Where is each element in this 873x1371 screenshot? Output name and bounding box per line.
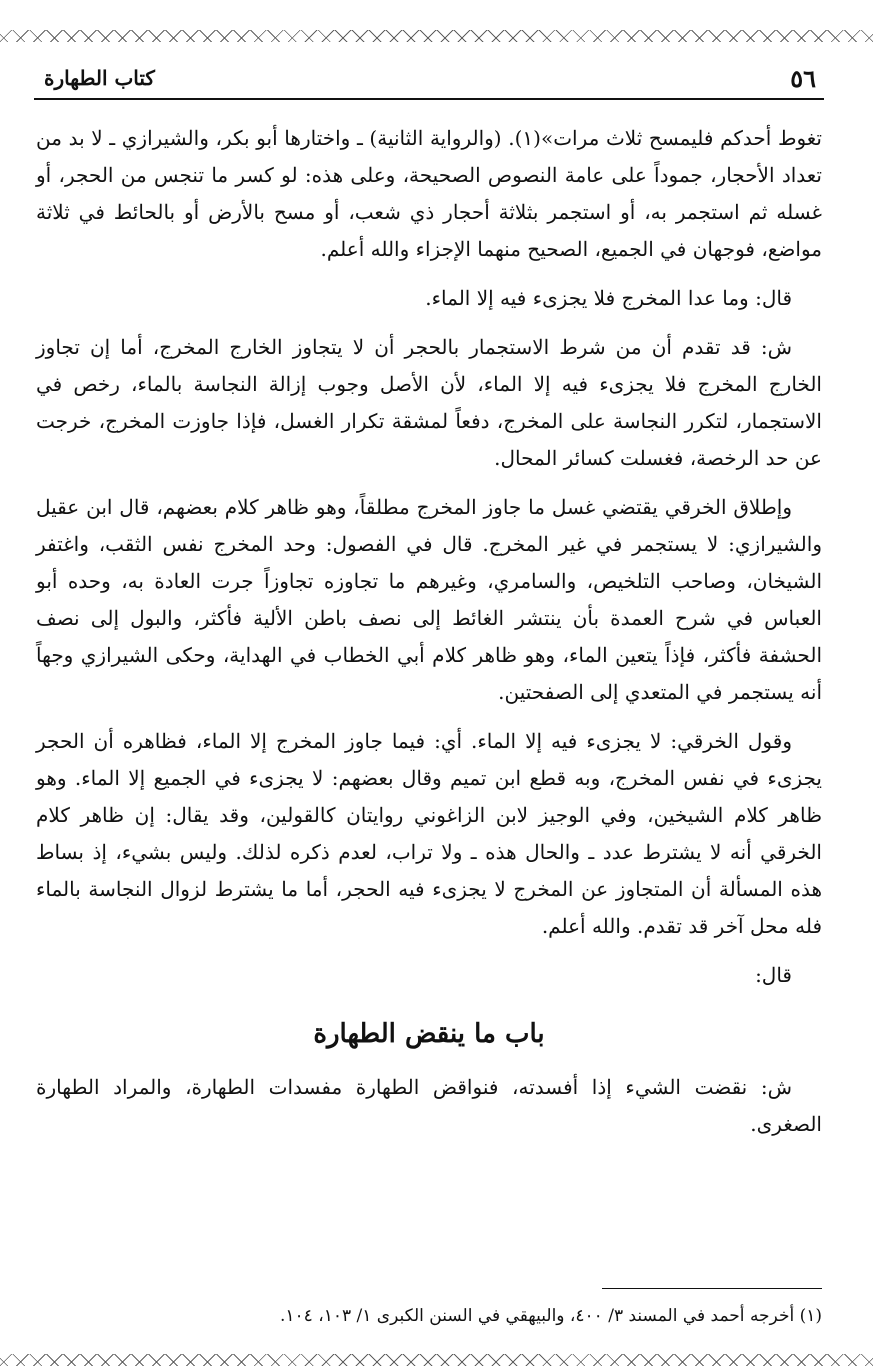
bottom-decorative-border — [0, 1354, 873, 1366]
top-decorative-border — [0, 30, 873, 42]
paragraph: تغوط أحدكم فليمسح ثلاث مرات»(١). (والرواية الثانية) ـ واختارها أبو بكر، والشيرازي ـ لا بد من تعداد الأحجار، جموداً على عامة النصوص الصحيحة، وعلى هذه: لو كسر ما تنجس من الحجر، أو غسله ثم استجمر به، أو استجمر بثلاثة أحجار ذي شعب، أو مسح بالأرض أو بالحائط في ثلاثة مواضع، فوجهان في الجميع، الصحيح منهما الإجزاء والله أعلم. — [36, 126, 822, 261]
page-body — [36, 120, 822, 1155]
paragraph: وإطلاق الخرقي يقتضي غسل ما جاوز المخرج مطلقاً، وهو ظاهر كلام بعضهم، قال ابن عقيل والشيرازي: لا يستجمر في غير المخرج. قال في الفصول: وحد المخرج نفس الثقب، واغتفر الشيخان، وصاحب التلخيص، والسامري، وغيرهم ما تجاوزه تجاوزاً جرت العادة به، وحده أبو العباس في شرح العمدة بأن ينتشر الغائط إلى نصف باطن الألية فأكثر، والبول إلى نصف الحشفة فأكثر، فإذاً يتعين الماء، وهو ظاهر كلام أبي الخطاب في الهداية، وحكى الشيرازي وجهاً أنه يستجمر في المتعدي إلى الصفحتين. — [36, 495, 822, 704]
paragraph: قال: — [755, 963, 792, 987]
running-title: كتاب الطهارة — [44, 66, 155, 90]
footnote: (١) أخرجه أحمد في المسند ٣/ ٤٠٠، والبيهقي في السنن الكبرى ١/ ١٠٣، ١٠٤. — [279, 1306, 822, 1326]
paragraph: وقول الخرقي: لا يجزىء فيه إلا الماء. أي: فيما جاوز المخرج إلا الماء، فظاهره أن الحجر يجزىء في نفس المخرج، وبه قطع ابن تميم وقال بعضهم: لا يجزىء في الجميع إلا الماء. وهو ظاهر كلام الشيخين، وفي الوجيز لابن الزاغوني روايتان كالقولين، وقد يقال: إن ظاهر كلام الخرقي أنه لا يشترط عدد ـ والحال هذه ـ ولا تراب، لعدم ذكره لذلك. وليس بشيء، إذ بساط هذه المسألة أن المتجاوز عن المخرج لا يجزىء فيه الحجر، أما ما يشترط لزوال النجاسة بالماء فله محل آخر قد تقدم. والله أعلم. — [36, 729, 822, 938]
page-number: ٥٦ — [790, 64, 816, 93]
paragraph: ش: قد تقدم أن من شرط الاستجمار بالحجر أن لا يتجاوز الخارج المخرج، أما إن تجاوز الخارج المخرج فلا يجزىء فيه إلا الماء، لأن الأصل وجوب إزالة النجاسة بالماء، رخص في الاستجمار، لتكرر النجاسة على المخرج، دفعاً لمشقة تكرار الغسل، فإذا جاوزت المخرج، خرجت عن حد الرخصة، فغسلت كسائر المحال. — [36, 335, 822, 470]
footnote-divider — [602, 1288, 822, 1289]
footnotes-area — [36, 1288, 822, 1329]
page-header — [34, 58, 824, 100]
paragraph: قال: وما عدا المخرج فلا يجزىء فيه إلا الماء. — [425, 286, 792, 310]
paragraph: ش: نقضت الشيء إذا أفسدته، فنواقض الطهارة مفسدات الطهارة، والمراد الطهارة الصغرى. — [36, 1075, 822, 1136]
section-heading: باب ما ينقض الطهارة — [313, 1019, 545, 1049]
